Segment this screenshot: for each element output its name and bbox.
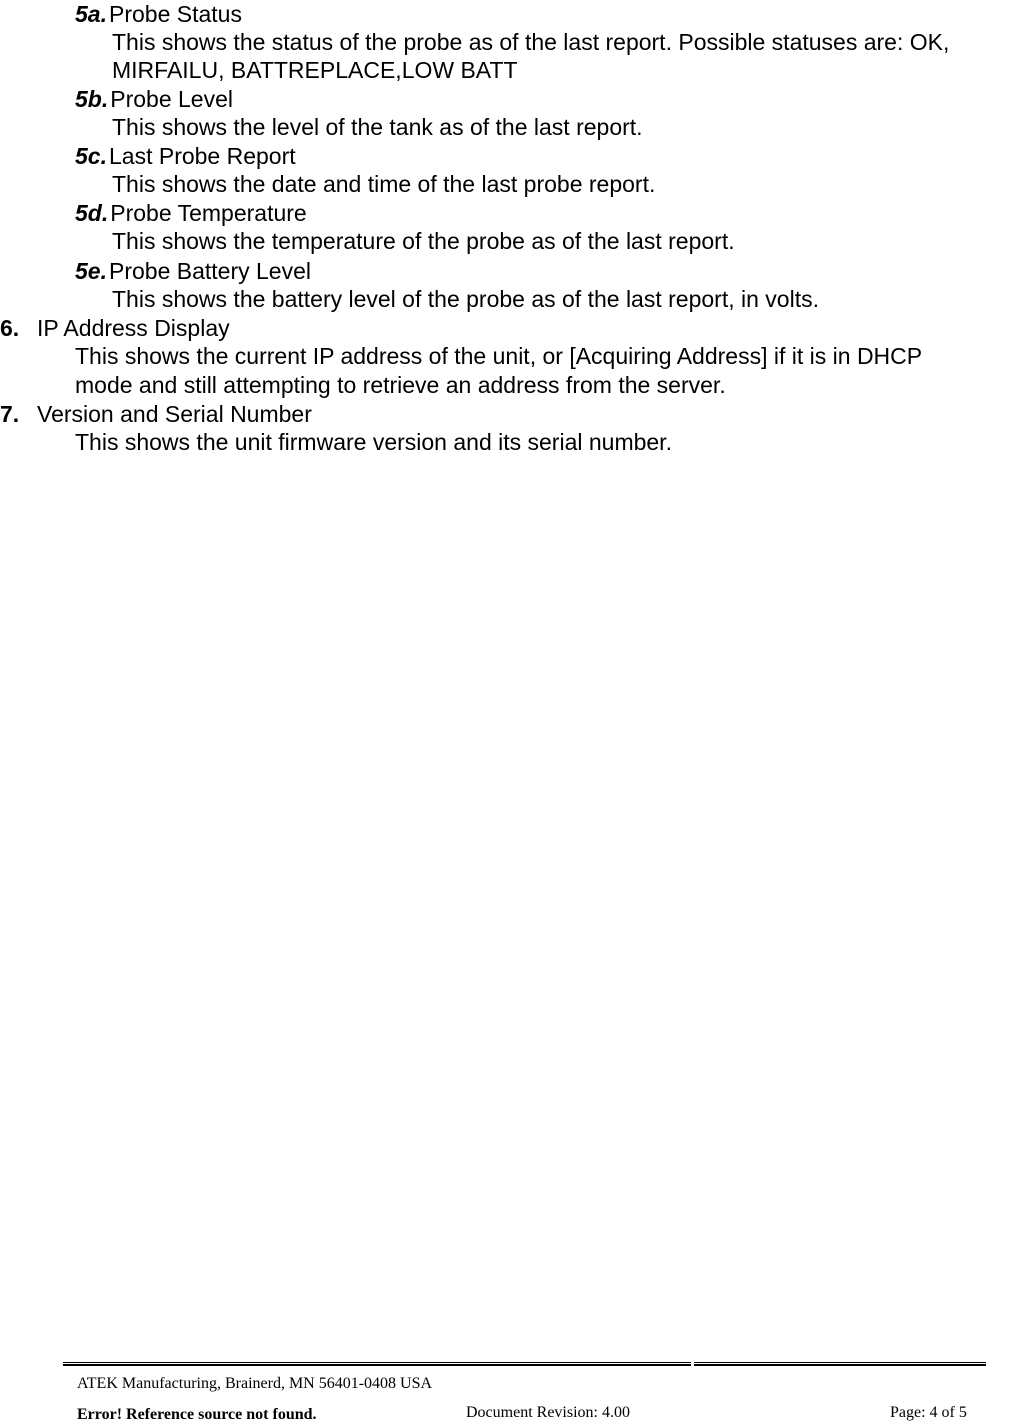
- item-5e-heading: [75, 257, 311, 285]
- item-6-description-line1: This shows the current IP address of the unit, or [Acquiring Address] if it is in DHCP: [75, 343, 923, 369]
- item-5c-description: This shows the date and time of the last probe report.: [112, 171, 656, 197]
- item-5a-number: 5a.: [75, 1, 107, 27]
- item-7-number: 7.: [0, 401, 20, 427]
- footer-page-number: Page: 4 of 5: [890, 1404, 967, 1421]
- item-5b-description: This shows the level of the tank as of the last report.: [112, 114, 643, 140]
- footer-doc-title: Error! Reference source not found.: [77, 1406, 317, 1423]
- item-5a-title: Probe Status: [108, 1, 242, 27]
- item-5c-number: 5c.: [75, 143, 107, 169]
- item-5e-number: 5e.: [75, 258, 107, 284]
- item-5b-title: Probe Level: [110, 86, 233, 112]
- item-5d-heading: [75, 199, 307, 227]
- item-6-number: 6.: [0, 315, 20, 341]
- item-7-title: Version and Serial Number: [37, 401, 312, 427]
- item-5d-number: 5d.: [75, 200, 109, 226]
- item-5b-number: 5b.: [75, 86, 109, 112]
- item-5a-heading: [75, 0, 242, 28]
- item-5c-heading: [75, 142, 296, 170]
- item-5c-title: Last Probe Report: [108, 143, 296, 169]
- footer-rule-right: [694, 1362, 986, 1366]
- item-5b-heading: [75, 85, 233, 113]
- item-5e-title: Probe Battery Level: [108, 258, 311, 284]
- item-5a-description-line2: MIRFAILU, BATTREPLACE,LOW BATT: [112, 57, 518, 83]
- footer-revision: Document Revision: 4.00: [466, 1404, 630, 1421]
- footer-company: ATEK Manufacturing, Brainerd, MN 56401-0408 USA: [77, 1375, 433, 1392]
- item-5d-title: Probe Temperature: [110, 200, 307, 226]
- item-6-title: IP Address Display: [37, 315, 230, 341]
- item-5e-description: This shows the battery level of the probe as of the last report, in volts.: [112, 286, 819, 312]
- item-7-description: This shows the unit firmware version and its serial number.: [75, 429, 672, 455]
- item-6-description-line2: mode and still attempting to retrieve an address from the server.: [75, 372, 726, 398]
- item-5a-description-line1: This shows the status of the probe as of the last report. Possible statuses are: OK,: [112, 29, 950, 55]
- footer-rule-left: [63, 1362, 691, 1366]
- item-5d-description: This shows the temperature of the probe as of the last report.: [112, 228, 735, 254]
